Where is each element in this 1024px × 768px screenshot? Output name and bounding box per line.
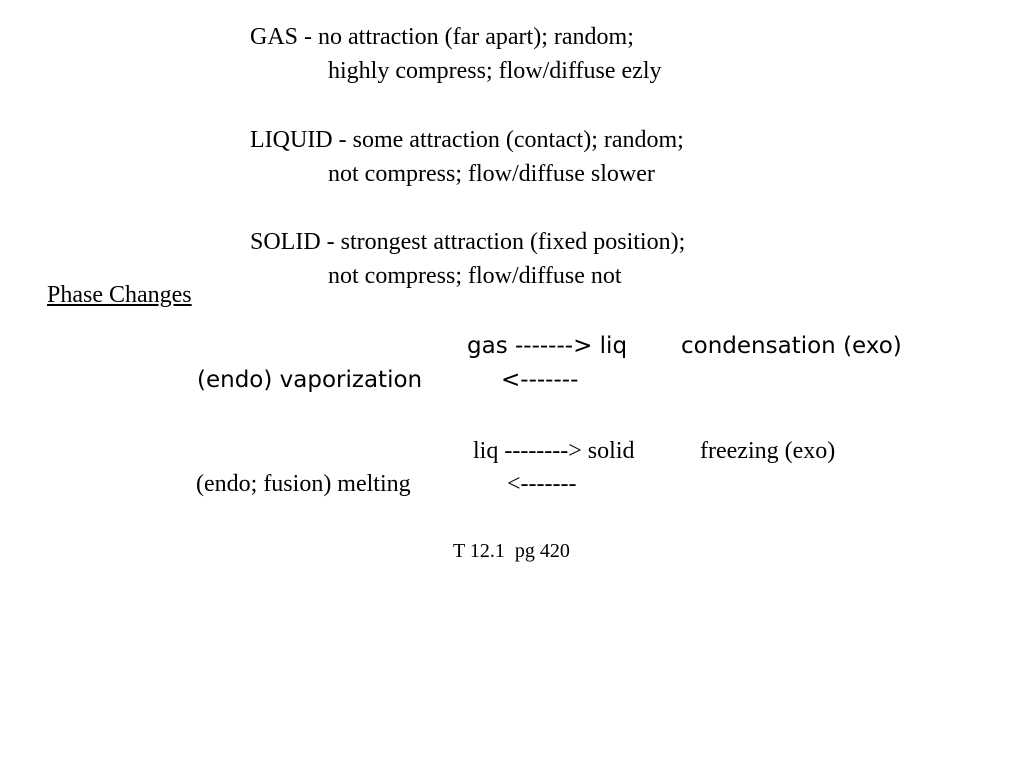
liquid-line-2: not compress; flow/diffuse slower [328, 161, 655, 187]
phase-changes-heading: Phase Changes [47, 282, 192, 308]
condensation-label: condensation (exo) [681, 333, 902, 359]
liq-to-gas-arrow: <------- [501, 367, 579, 393]
gas-to-liq-arrow: gas -------> liq [467, 333, 628, 359]
solid-to-liq-arrow: <------- [507, 471, 577, 497]
gas-line-1: GAS - no attraction (far apart); random; [250, 24, 634, 50]
gas-line-2: highly compress; flow/diffuse ezly [328, 58, 662, 84]
liq-to-solid-arrow: liq --------> solid [473, 438, 635, 464]
liquid-line-1: LIQUID - some attraction (contact); random; [250, 127, 684, 153]
textbook-reference: T 12.1 pg 420 [453, 540, 570, 562]
freezing-label: freezing (exo) [700, 438, 836, 464]
solid-line-2: not compress; flow/diffuse not [328, 263, 622, 289]
melting-label: (endo; fusion) melting [196, 471, 411, 497]
vaporization-label: (endo) vaporization [197, 367, 423, 393]
solid-line-1: SOLID - strongest attraction (fixed position); [250, 229, 686, 255]
